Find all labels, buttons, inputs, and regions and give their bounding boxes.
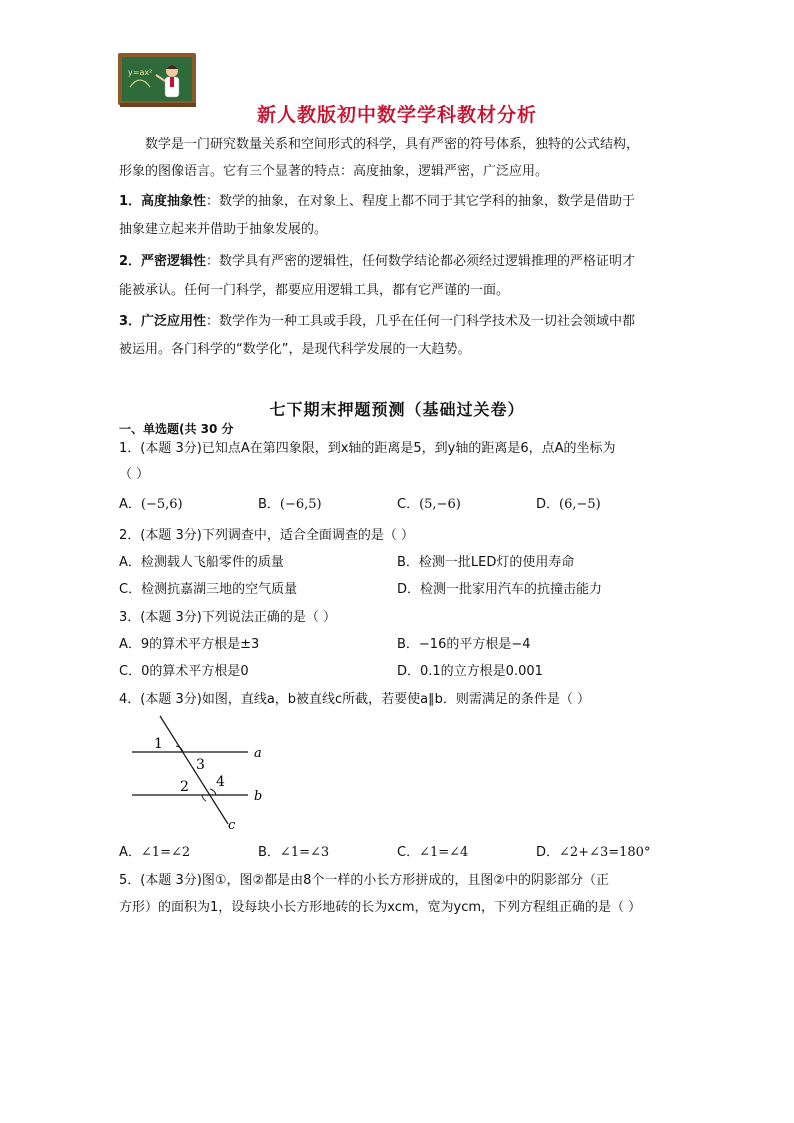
q4-option-b-value: ∠1=∠3 [279,845,330,860]
q4-option-a-letter: A． [119,845,141,860]
q4-option-c-letter: C． [397,845,420,860]
q1-option-d-value: (6,−5) [559,497,601,512]
q5-stem-line-1: 5．(本题 3分)图①，图②都是由8个一样的小长方形拼成的，且图②中的阴影部分（正 [119,873,610,888]
q4-option-d [536,844,650,862]
q4-option-d-letter: D． [536,845,560,860]
angle-1-label: 1 [154,736,163,752]
q3-option-c: C．0的算术平方根是0 [119,664,249,679]
q1-option-c-letter: C． [397,497,420,512]
line-c-label: c [228,818,236,833]
q1-option-b-value: (−6,5) [279,497,322,512]
point-3 [119,313,635,331]
q1-option-c [397,496,461,514]
point-3-text: ：数学作为一种工具或手段，几乎在任何一门科学技术及一切社会领域中都 [206,314,636,329]
section-heading: 一、单选题(共 30 分 [119,422,234,436]
q4-option-a-value: ∠1=∠2 [140,845,191,860]
point-2-line-2: 能被承认。任何一门科学，都要应用逻辑工具，都有它严谨的一面。 [119,283,510,298]
q3-option-d: D．0.1的立方根是0.001 [397,664,543,679]
q4-option-a [119,844,190,862]
q1-option-a-letter: A． [119,497,141,512]
point-1-text: ：数学的抽象，在对象上、程度上都不同于其它学科的抽象，数学是借助于 [206,194,636,209]
point-2 [119,253,635,271]
point-3-label: 3．广泛应用性 [119,314,207,329]
q1-option-c-value: (5,−6) [419,497,461,512]
q1-stem-paren: （ ） [119,467,150,482]
point-2-text: ：数学具有严密的逻辑性，任何数学结论都必须经过逻辑推理的严格证明才 [206,254,636,269]
angle-2-label: 2 [180,779,189,795]
point-2-label: 2．严密逻辑性 [119,254,207,269]
point-3-line-2: 被运用。各门科学的“数学化”，是现代科学发展的一大趋势。 [119,342,471,357]
q4-option-b-letter: B． [258,845,280,860]
q1-option-a-value: (−5,6) [140,497,183,512]
q2-option-d: D．检测一批家用汽车的抗撞击能力 [397,582,603,597]
q2-stem: 2．(本题 3分)下列调查中，适合全面调查的是（ ） [119,528,414,543]
point-1-line-2: 抽象建立起来并借助于抽象发展的。 [119,222,328,237]
point-1 [119,193,635,211]
exam-title: 七下期末押题预测（基础过关卷） [269,400,525,419]
intro-line-2: 形象的图像语言。它有三个显著的特点：高度抽象，逻辑严密，广泛应用。 [119,164,549,179]
q1-option-d-letter: D． [536,497,560,512]
q2-option-a: A．检测载人飞船零件的质量 [119,555,284,570]
svg-text:y=ax²: y=ax² [128,68,153,77]
angle-2-arc [202,795,206,801]
q4-option-c-value: ∠1=∠4 [419,845,469,860]
line-c [160,716,228,824]
q3-stem: 3．(本题 3分)下列说法正确的是（ ） [119,610,336,625]
q4-option-c [397,844,468,862]
angle-4-label: 4 [216,774,225,790]
q1-option-d [536,496,601,514]
q2-option-c: C．检测抗嘉湖三地的空气质量 [119,582,298,597]
q5-stem-line-2: 方形）的面积为1，设每块小长方形地砖的长为xcm，宽为ycm，下列方程组正确的是（ ） [119,900,642,915]
q1-option-a [119,496,183,514]
q3-option-a: A．9的算术平方根是±3 [119,637,260,652]
q4-option-d-value: ∠2+∠3=180° [559,845,651,860]
q1-option-b [258,496,322,514]
q4-figure [124,712,284,834]
page-title: 新人教版初中数学学科教材分析 [256,104,537,126]
q1-stem: 1．(本题 3分)已知点A在第四象限，到x轴的距离是5，到y轴的距离是6，点A的坐标为 [119,441,616,456]
q2-option-b: B．检测一批LED灯的使用寿命 [397,555,575,570]
q4-option-b [258,844,329,862]
line-a-label: a [254,746,262,761]
q3-option-b: B．−16的平方根是−4 [397,637,531,652]
q4-stem: 4．(本题 3分)如图，直线a，b被直线c所截，若要使a∥b．则需满足的条件是（ ） [119,692,591,707]
q1-option-b-letter: B． [258,497,280,512]
line-b-label: b [254,789,263,804]
intro-line-1: 数学是一门研究数量关系和空间形式的科学，具有严密的符号体系，独特的公式结构， [145,137,640,152]
angle-3-label: 3 [196,757,205,773]
point-1-label: 1．高度抽象性 [119,194,207,209]
